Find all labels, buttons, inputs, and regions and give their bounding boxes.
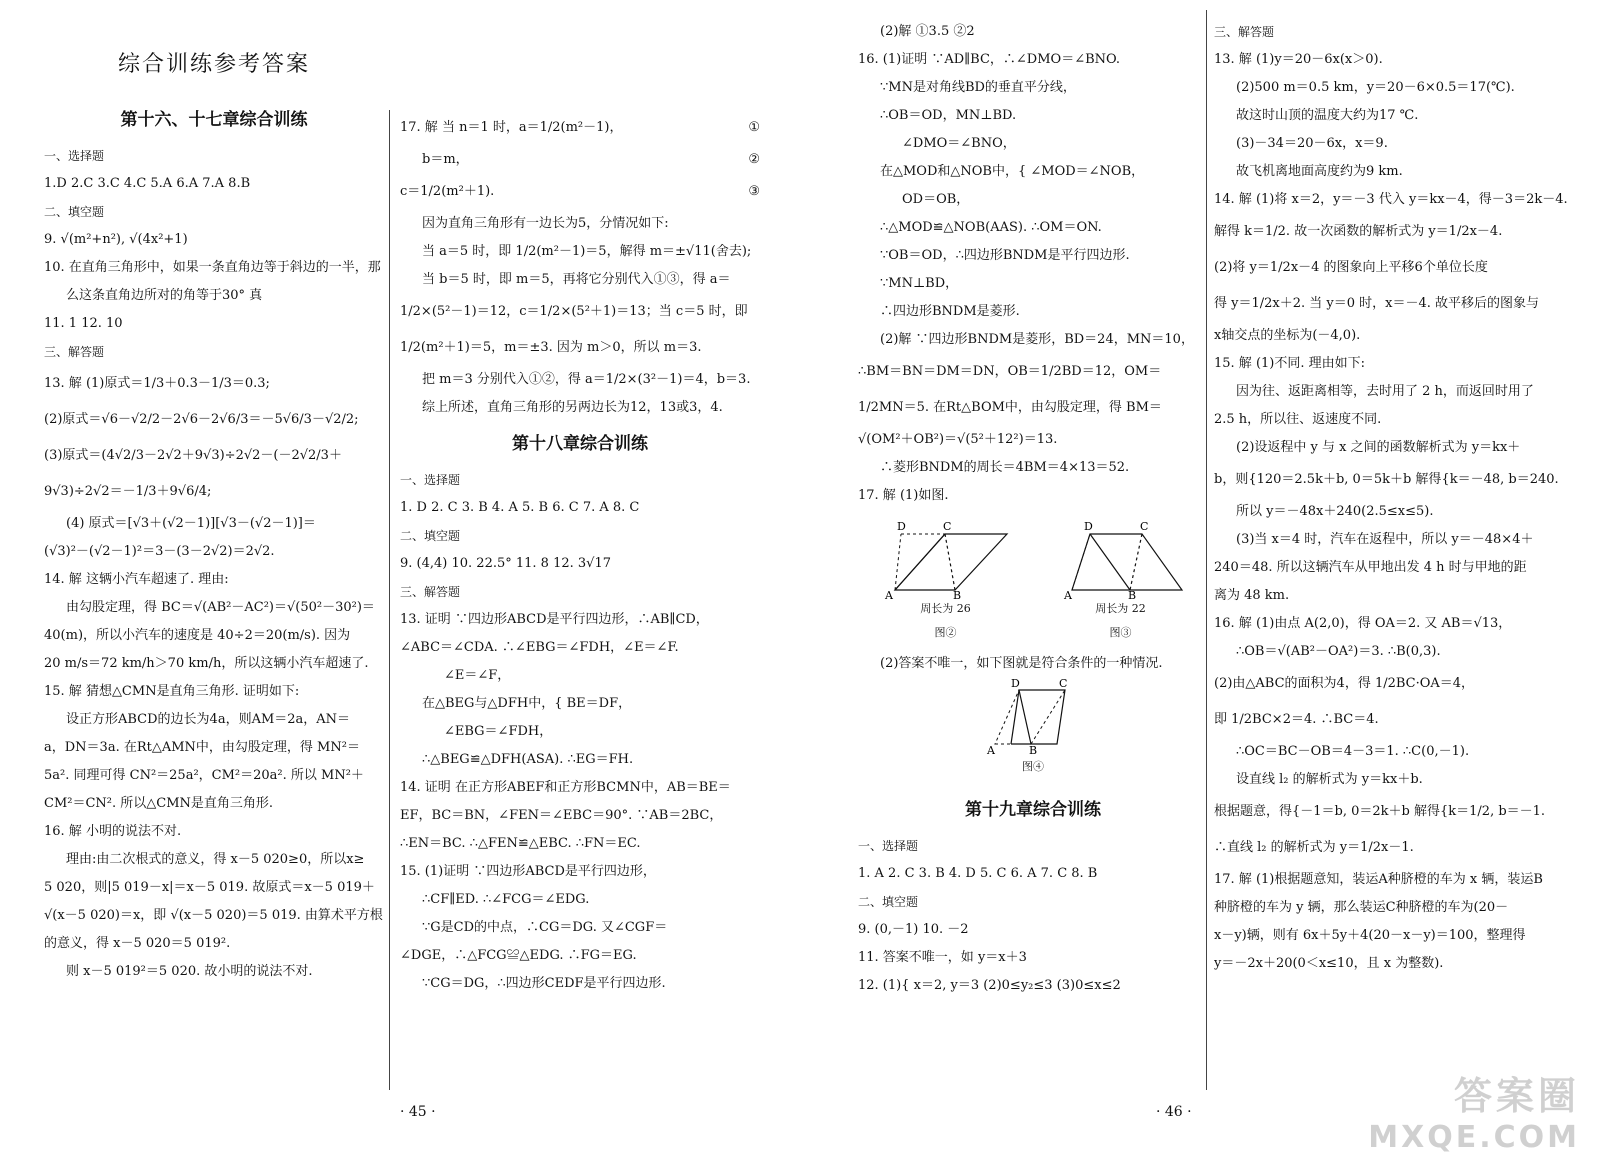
figure-2-label: 图② [934, 626, 957, 639]
figure-2-caption: 周长为 26 [920, 602, 971, 615]
line-text: 16. (1)证明 ∵AD∥BC，∴∠DMO＝∠BNO. [858, 52, 1121, 67]
line-text: 因为往、返距离相等，去时用了 2 h，而返回时用了 [1236, 384, 1534, 399]
line-text: 14. 解 (1)将 x＝2，y＝－3 代入 y＝kx－4，得－3＝2k－4. [1214, 192, 1568, 207]
text-line [400, 394, 760, 422]
line-text: 则 x－5 019²＝5 020. 故小明的说法不对. [66, 964, 313, 979]
text-line [858, 860, 1208, 888]
line-text: 把 m＝3 分别代入①②，得 a＝1/2×(3²－1)＝4，b＝3. [422, 372, 751, 387]
text-line [858, 390, 1208, 426]
text-line [1214, 214, 1574, 250]
line-text: √(x－5 020)＝x，即 √(x－5 020)＝5 019. 由算术平方根 [44, 908, 383, 923]
line-text: 15. 解 猜想△CMN是直角三角形. 证明如下: [44, 684, 300, 699]
line-text: ∵G是CD的中点，∴CG＝DG. 又∠CGF＝ [422, 920, 668, 935]
line-text: 在△BEG与△DFH中，{ BE＝DF， [422, 696, 632, 711]
text-line [44, 958, 384, 986]
line-text: 得 y＝1/2x＋2. 当 y＝0 时，x＝－4. 故平移后的图象与 [1214, 296, 1540, 311]
text-line [858, 972, 1208, 1000]
text-line [44, 226, 384, 254]
line-text: ∠E＝∠F， [444, 668, 511, 683]
line-text: 综上所述，直角三角形的另两边长为12，13或3，4. [422, 400, 723, 415]
subsection-label [44, 338, 384, 366]
line-text: 即 1/2BC×2＝4. ∴BC＝4. [1214, 712, 1379, 727]
page-number-left: · 45 · [400, 1104, 436, 1120]
line-text: 10. 在直角三角形中，如果一条直角边等于斜边的一半，那 [44, 260, 381, 275]
text-line [44, 566, 384, 594]
line-text: ∴EN＝BC. ∴△FEN≌△EBC. ∴FN＝EC. [400, 836, 641, 851]
text-line [1214, 610, 1574, 638]
line-text: 三、解答题 [1214, 25, 1275, 39]
text-line [44, 282, 384, 310]
text-line [1214, 638, 1574, 666]
line-text: b＝m， [422, 152, 469, 167]
svg-text:A: A [987, 744, 995, 757]
text-line [858, 46, 1208, 74]
line-text: (3)－34＝20－6x，x＝9. [1236, 136, 1388, 151]
line-text: 13. 解 (1)原式＝1/3＋0.3－1/3＝0.3; [44, 376, 270, 391]
line-text: 离为 48 km. [1214, 588, 1290, 603]
text-line [44, 818, 384, 846]
text-line [1214, 894, 1574, 922]
text-line [400, 718, 760, 746]
text-line [400, 238, 760, 266]
line-text: 二、填空题 [44, 205, 105, 219]
text-line [400, 494, 760, 522]
text-line [44, 902, 384, 930]
text-line [1214, 554, 1574, 582]
line-text: a，DN＝3a. 在Rt△AMN中，由勾股定理，得 MN²＝ [44, 740, 360, 755]
line-text: ∴CF∥ED. ∴∠FCG＝∠EDG. [422, 892, 590, 907]
text-line [1214, 830, 1574, 866]
line-text: b，则{120＝2.5k＋b, 0＝5k＋b 解得{k＝－48, b＝240. [1214, 472, 1559, 487]
text-line [858, 454, 1208, 482]
section-heading [858, 788, 1208, 832]
line-text: 12. (1){ x＝2, y＝3 (2)0≤y₂≤3 (3)0≤x≤2 [858, 978, 1121, 993]
text-line [1214, 702, 1574, 738]
divider-left [389, 110, 390, 1090]
figure-2 [881, 520, 1011, 640]
line-text: (2)解 ①3.5 ②2 [880, 24, 975, 39]
text-line [1214, 582, 1574, 610]
text-line [44, 170, 384, 198]
line-text: OD＝OB， [902, 192, 970, 207]
text-line [1214, 794, 1574, 830]
line-text: 11. 答案不唯一，如 y＝x＋3 [858, 950, 1027, 965]
line-text: ∵MN⊥BD， [880, 276, 959, 291]
line-text: 13. 证明 ∵四边形ABCD是平行四边形，∴AB∥CD， [400, 612, 709, 627]
svg-text:D: D [1011, 678, 1020, 690]
line-text: 1/2MN＝5. 在Rt△BOM中，由勾股定理，得 BM＝ [858, 400, 1162, 415]
text-line [1214, 666, 1574, 702]
text-line [858, 270, 1208, 298]
subsection-label [400, 578, 760, 606]
line-text: 14. 解 这辆小汽车超速了. 理由: [44, 572, 229, 587]
text-line [858, 158, 1208, 186]
line-text: 2.5 h，所以往、返速度不同. [1214, 412, 1382, 427]
line-text: (√3)²－(√2－1)²＝3－(3－2√2)＝2√2. [44, 544, 275, 559]
svg-text:B: B [1127, 589, 1136, 600]
text-line [44, 366, 384, 402]
line-text: ∠ABC＝∠CDA. ∴∠EBG＝∠FDH，∠E＝∠F. [400, 640, 679, 655]
line-text: ∠EBG＝∠FDH， [444, 724, 553, 739]
text-line [1214, 250, 1574, 286]
line-text: 根据题意，得{－1＝b, 0＝2k＋b 解得{k＝1/2, b＝－1. [1214, 804, 1546, 819]
subsection-label [400, 522, 760, 550]
line-text: (4) 原式＝[√3＋(√2－1)][√3－(√2－1)]＝ [66, 516, 316, 531]
line-text: (2)解 ∵四边形BNDM是菱形，BD＝24，MN＝10， [880, 332, 1194, 347]
line-text: 第十九章综合训练 [965, 800, 1101, 820]
svg-text:B: B [1029, 744, 1038, 757]
subsection-label [44, 198, 384, 226]
text-line [1214, 378, 1574, 406]
text-line [400, 970, 760, 998]
text-line [1214, 286, 1574, 322]
line-text: 二、填空题 [858, 895, 919, 909]
text-line [858, 74, 1208, 102]
text-line [858, 426, 1208, 454]
figure-3-label: 图③ [1109, 626, 1132, 639]
line-text: 当 a＝5 时，即 1/2(m²－1)＝5，解得 m＝±√11(舍去); [422, 244, 752, 259]
text-line [44, 706, 384, 734]
text-line [400, 746, 760, 774]
text-line [1214, 186, 1574, 214]
text-line [400, 210, 760, 238]
line-text: ∵MN是对角线BD的垂直平分线， [880, 80, 1076, 95]
subsection-label [858, 888, 1208, 916]
line-text: (3)原式＝(4√2/3－2√2＋9√3)÷2√2－(－2√2/3＋ [44, 448, 342, 463]
text-line [1214, 102, 1574, 130]
line-text: 么这条直角边所对的角等于30° 真 [66, 288, 263, 303]
subsection-label [858, 832, 1208, 860]
text-line [44, 930, 384, 958]
text-line [44, 254, 384, 282]
line-text: 1.D 2.C 3.C 4.C 5.A 6.A 7.A 8.B [44, 176, 251, 191]
line-text: 1. A 2. C 3. B 4. D 5. C 6. A 7. C 8. B [858, 866, 1098, 881]
text-line [400, 858, 760, 886]
line-text: 设直线 l₂ 的解析式为 y＝kx＋b. [1236, 772, 1423, 787]
text-line [44, 790, 384, 818]
line-text: 的意义，得 x－5 020＝5 019². [44, 936, 231, 951]
line-text: 15. (1)证明 ∵四边形ABCD是平行四边形， [400, 864, 656, 879]
line-text: c＝1/2(m²＋1). [400, 184, 495, 199]
column-4 [1214, 18, 1574, 978]
text-line [400, 110, 760, 146]
text-line [858, 18, 1208, 46]
line-text: ∴△BEG≌△DFH(ASA). ∴EG＝FH. [422, 752, 634, 767]
line-text: (2)将 y＝1/2x－4 的图象向上平移6个单位长度 [1214, 260, 1488, 275]
line-text: 11. 1 12. 10 [44, 316, 123, 331]
line-text: 1. D 2. C 3. B 4. A 5. B 6. C 7. A 8. C [400, 500, 640, 515]
section-heading [44, 98, 384, 142]
line-text: 种脐橙的车为 y 辆，那么装运C种脐橙的车为(20－ [1214, 900, 1509, 915]
line-text: 第十六、十七章综合训练 [120, 110, 308, 130]
text-line [400, 550, 760, 578]
figure-4-label: 图④ [1022, 760, 1044, 773]
text-line [858, 214, 1208, 242]
line-text: CM²＝CN². 所以△CMN是直角三角形. [44, 796, 274, 811]
line-text: 9. (0,－1) 10. －2 [858, 922, 969, 937]
text-line [1214, 738, 1574, 766]
text-line [400, 174, 760, 210]
equation-marker: ③ [748, 184, 760, 199]
column-1 [44, 98, 384, 986]
text-line [858, 130, 1208, 158]
line-text: ∴直线 l₂ 的解析式为 y＝1/2x－1. [1214, 840, 1414, 855]
text-line [1214, 462, 1574, 498]
line-text: 第十八章综合训练 [512, 434, 648, 454]
line-text: ∠DMO＝∠BNO， [902, 136, 1016, 151]
text-line [1214, 406, 1574, 434]
line-text: (2)500 m＝0.5 km，y＝20－6×0.5＝17(℃). [1236, 80, 1515, 95]
line-text: 一、选择题 [858, 839, 919, 853]
text-line [400, 774, 760, 802]
line-text: EF，BC＝BN，∠FEN＝∠EBC＝90°. ∵AB＝2BC， [400, 808, 723, 823]
svg-text:D: D [896, 520, 906, 533]
line-text: 故飞机离地面高度约为9 km. [1236, 164, 1403, 179]
line-text: 17. 解 当 n＝1 时，a＝1/2(m²－1)， [400, 120, 623, 135]
text-line [400, 146, 760, 174]
line-text: x轴交点的坐标为(－4,0). [1214, 328, 1361, 343]
text-line [1214, 46, 1574, 74]
text-line [400, 802, 760, 830]
figure-4 [858, 678, 1208, 788]
line-text: 9√3)÷2√2＝－1/3＋9√6/4; [44, 484, 212, 499]
line-text: (2)设返程中 y 与 x 之间的函数解析式为 y＝kx＋ [1236, 440, 1521, 455]
text-line [44, 622, 384, 650]
line-text: 9. (4,4) 10. 22.5° 11. 8 12. 3√17 [400, 556, 611, 571]
text-line [400, 266, 760, 294]
text-line [44, 538, 384, 566]
text-line [858, 354, 1208, 390]
line-text: ∵CG＝DG，∴四边形CEDF是平行四边形. [422, 976, 666, 991]
figure-row [858, 510, 1208, 650]
line-text: 17. 解 (1)如图. [858, 488, 949, 503]
line-text: 理由:由二次根式的意义，得 x－5 020≥0，所以x≥ [66, 852, 365, 867]
text-line [1214, 950, 1574, 978]
line-text: 二、填空题 [400, 529, 461, 543]
text-line [44, 402, 384, 438]
text-line [44, 594, 384, 622]
column-2 [400, 110, 760, 998]
svg-text:A: A [884, 589, 893, 600]
line-text: ∴菱形BNDM的周长＝4BM＝4×13＝52. [880, 460, 1130, 475]
subsection-label [1214, 18, 1574, 46]
text-line [1214, 158, 1574, 186]
svg-text:A: A [1063, 589, 1072, 600]
column-3 [858, 18, 1208, 1000]
line-text: 一、选择题 [44, 149, 105, 163]
line-text: 17. 解 (1)根据题意知，装运A种脐橙的车为 x 辆，装运B [1214, 872, 1543, 887]
text-line [44, 762, 384, 790]
line-text: ∴△MOD≌△NOB(AAS). ∴OM＝ON. [880, 220, 1102, 235]
text-line [400, 830, 760, 858]
equation-marker: ② [748, 152, 760, 167]
subsection-label [44, 142, 384, 170]
text-line [858, 298, 1208, 326]
text-line [858, 482, 1208, 510]
subsection-label [400, 466, 760, 494]
text-line [400, 914, 760, 942]
line-text: 设正方形ABCD的边长为4a，则AM＝2a，AN＝ [66, 712, 351, 727]
line-text: 由勾股定理，得 BC＝√(AB²－AC²)＝√(50²－30²)＝ [66, 600, 375, 615]
line-text: (2)答案不唯一，如下图就是符合条件的一种情况. [880, 656, 1163, 671]
text-line [44, 678, 384, 706]
text-line [1214, 922, 1574, 950]
text-line [400, 294, 760, 330]
figure-3-caption: 周长为 22 [1095, 602, 1146, 615]
line-text: 40(m)，所以小汽车的速度是 40÷2＝20(m/s). 因为 [44, 628, 351, 643]
text-line [1214, 350, 1574, 378]
line-text: 在△MOD和△NOB中，{ ∠MOD＝∠NOB， [880, 164, 1145, 179]
divider-right [1206, 10, 1207, 1090]
line-text: 240＝48. 所以这辆汽车从甲地出发 4 h 时与甲地的距 [1214, 560, 1527, 575]
text-line [1214, 130, 1574, 158]
watermark-line1: 答案圈 [1453, 1074, 1580, 1118]
line-text: y＝－2x＋20(0＜x≤10，且 x 为整数). [1214, 956, 1444, 971]
text-line [1214, 526, 1574, 554]
text-line [44, 438, 384, 474]
svg-text:C: C [1059, 678, 1068, 690]
line-text: ∴OB＝OD，MN⊥BD. [880, 108, 1017, 123]
svg-text:D: D [1083, 520, 1093, 533]
line-text: (3)当 x＝4 时，汽车在返程中，所以 y＝－48×4＋ [1236, 532, 1534, 547]
text-line [858, 944, 1208, 972]
page-title: 综合训练参考答案 [117, 52, 310, 77]
svg-text:C: C [1139, 520, 1148, 533]
line-text: 20 m/s＝72 km/h＞70 km/h，所以这辆小汽车超速了. [44, 656, 369, 671]
text-line [44, 474, 384, 510]
line-text: 当 b＝5 时，即 m＝5，再将它分别代入①③，得 a＝ [422, 272, 731, 287]
line-text: ∠DGE，∴△FCG≌△EDG. ∴FG＝EG. [400, 948, 637, 963]
line-text: 1/2×(5²－1)＝12，c＝1/2×(5²＋1)＝13；当 c＝5 时，即 [400, 304, 748, 319]
text-line [400, 662, 760, 690]
line-text: 1/2(m²＋1)＝5，m＝±3. 因为 m＞0，所以 m＝3. [400, 340, 702, 355]
line-text: (2)原式＝√6－√2/2－2√6－2√6/3＝－5√6/3－√2/2; [44, 412, 359, 427]
text-line [400, 366, 760, 394]
line-text: 14. 证明 在正方形ABEF和正方形BCMN中，AB＝BE＝ [400, 780, 731, 795]
text-line [400, 330, 760, 366]
text-line [1214, 434, 1574, 462]
line-text: 三、解答题 [400, 585, 461, 599]
figure-3 [1056, 520, 1186, 640]
text-line [44, 650, 384, 678]
page-number-right: · 46 · [1156, 1104, 1192, 1120]
line-text: 所以 y＝－48x＋240(2.5≤x≤5). [1236, 504, 1434, 519]
text-line [858, 916, 1208, 944]
line-text: 16. 解 (1)由点 A(2,0)，得 OA＝2. 又 AB＝√13， [1214, 616, 1512, 631]
text-line [1214, 74, 1574, 102]
line-text: ∴四边形BNDM是菱形. [880, 304, 1020, 319]
text-line [1214, 322, 1574, 350]
text-line [44, 510, 384, 538]
svg-text:B: B [952, 589, 961, 600]
line-text: 三、解答题 [44, 345, 105, 359]
text-line [44, 874, 384, 902]
line-text: 16. 解 小明的说法不对. [44, 824, 182, 839]
equation-marker: ① [748, 120, 760, 135]
line-text: 因为直角三角形有一边长为5，分情况如下: [422, 216, 669, 231]
line-text: √(OM²＋OB²)＝√(5²＋12²)＝13. [858, 432, 1058, 447]
text-line [858, 102, 1208, 130]
line-text: 一、选择题 [400, 473, 461, 487]
line-text: ∴BM＝BN＝DM＝DN，OB＝1/2BD＝12，OM＝ [858, 364, 1162, 379]
line-text: ∴OC＝BC－OB＝4－3＝1. ∴C(0,－1). [1236, 744, 1470, 759]
text-line [858, 326, 1208, 354]
text-line [1214, 766, 1574, 794]
line-text: ∴OB＝√(AB²－OA²)＝3. ∴B(0,3). [1236, 644, 1441, 659]
line-text: x－y)辆，则有 6x＋5y＋4(20－x－y)＝100，整理得 [1214, 928, 1526, 943]
text-line [400, 606, 760, 634]
text-line [400, 690, 760, 718]
line-text: 9. √(m²+n²), √(4x²+1) [44, 232, 188, 247]
section-heading [400, 422, 760, 466]
text-line [858, 242, 1208, 270]
line-text: ∵OB＝OD，∴四边形BNDM是平行四边形. [880, 248, 1130, 263]
line-text: (2)由△ABC的面积为4，得 1/2BC·OA＝4， [1214, 676, 1475, 691]
text-line [1214, 866, 1574, 894]
watermark [1368, 1065, 1580, 1155]
line-text: 5a². 同理可得 CN²＝25a²，CM²＝20a². 所以 MN²＋ [44, 768, 364, 783]
line-text: 解得 k＝1/2. 故一次函数的解析式为 y＝1/2x－4. [1214, 224, 1503, 239]
text-line [44, 734, 384, 762]
text-line [44, 310, 384, 338]
text-line [858, 650, 1208, 678]
text-line [400, 886, 760, 914]
text-line [858, 186, 1208, 214]
svg-text:C: C [942, 520, 951, 533]
text-line [44, 846, 384, 874]
text-line [400, 634, 760, 662]
watermark-line2: MXQE.COM [1368, 1120, 1580, 1155]
line-text: 15. 解 (1)不同. 理由如下: [1214, 356, 1365, 371]
text-line [1214, 498, 1574, 526]
line-text: 故这时山顶的温度大约为17 ℃. [1236, 108, 1419, 123]
line-text: 5 020，则|5 019－x|＝x－5 019. 故原式＝x－5 019＋ [44, 880, 375, 895]
text-line [400, 942, 760, 970]
line-text: 13. 解 (1)y＝20－6x(x＞0). [1214, 52, 1383, 67]
